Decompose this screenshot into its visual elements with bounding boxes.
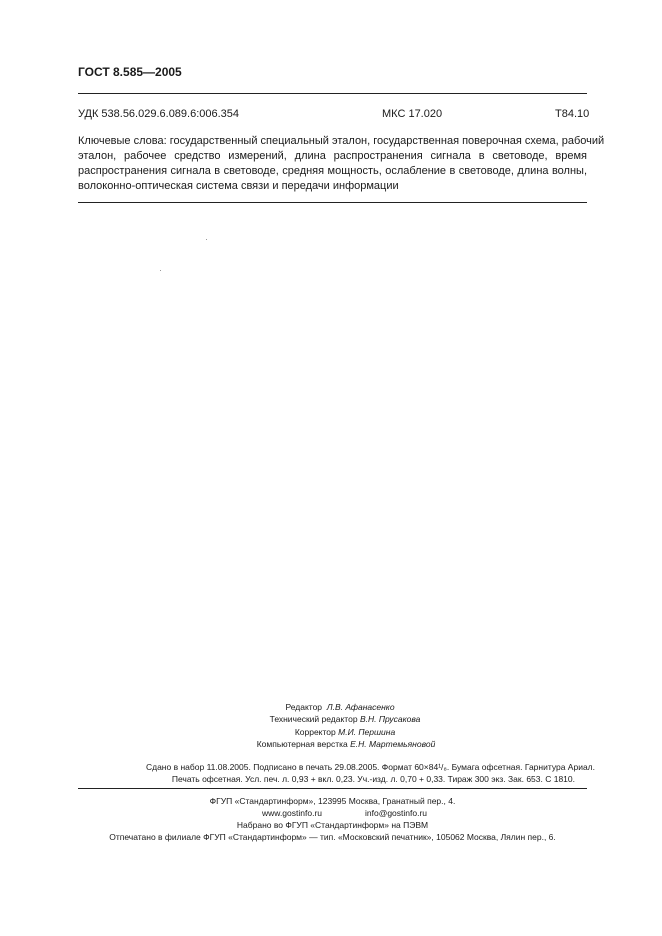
scan-speck [206, 239, 207, 240]
keywords-line: эталон, рабочее средство измерений, длина распространения сигнала в световоде, время [78, 150, 587, 162]
publisher-email: info@gostinfo.ru [365, 808, 428, 818]
credit-role: Технический редактор [269, 714, 358, 724]
udk-code: УДК 538.56.029.6.089.6:006.354 [78, 108, 240, 120]
credit-tech-editor [230, 714, 460, 724]
credit-role: Редактор [285, 702, 323, 712]
printed-at-info: Отпечатано в филиале ФГУП «Стандартинформ» — тип. «Московский печатник», 105062 Москва, Лялин пер., 6. [109, 832, 556, 842]
keywords-block [78, 134, 605, 194]
credit-person: М.И. Першина [338, 727, 396, 737]
credit-person: Л.В. Афанасенко [326, 702, 395, 712]
keywords-line: распространения сигнала в световоде, средняя мощность, ослабление в световоде, длина волны, [78, 165, 587, 177]
credit-corrector [240, 727, 450, 737]
credit-person: Е.Н. Мартемьяновой [350, 739, 436, 749]
keywords-line: Ключевые слова: государственный специальный эталон, государственная поверочная схема, рабочий [78, 135, 605, 147]
print-details-line: Печать офсетная. Усл. печ. л. 0,93 + вкл. 0,23. Уч.-изд. л. 0,70 + 0,33. Тираж 300 экз. Зак. 653. С 1810. [171, 774, 575, 784]
publisher-website: www.gostinfo.ru [262, 808, 322, 818]
print-details-line: Сдано в набор 11.08.2005. Подписано в печать 29.08.2005. Формат 60×84¹/₈. Бумага офсетная. Гарнитура Ариал. [145, 762, 595, 772]
credit-role: Корректор [294, 727, 336, 737]
publisher-address: ФГУП «Стандартинформ», 123995 Москва, Гранатный пер., 4. [209, 796, 456, 806]
credit-person: В.Н. Прусакова [359, 714, 421, 724]
credit-layout [236, 739, 456, 749]
typeset-info: Набрано во ФГУП «Стандартинформ» на ПЭВМ [236, 820, 429, 830]
header-divider [78, 93, 587, 94]
credit-role: Компьютерная верстка [256, 739, 348, 749]
document-code: ГОСТ 8.585—2005 [78, 65, 182, 79]
category-code: Т84.10 [555, 108, 590, 120]
keywords-divider [78, 202, 587, 203]
mks-code: МКС 17.020 [382, 108, 443, 120]
imprint-divider [78, 788, 587, 789]
credit-editor [240, 702, 440, 712]
keywords-line: волоконно-оптическая система связи и передачи информации [78, 180, 399, 192]
scan-speck [160, 270, 161, 271]
